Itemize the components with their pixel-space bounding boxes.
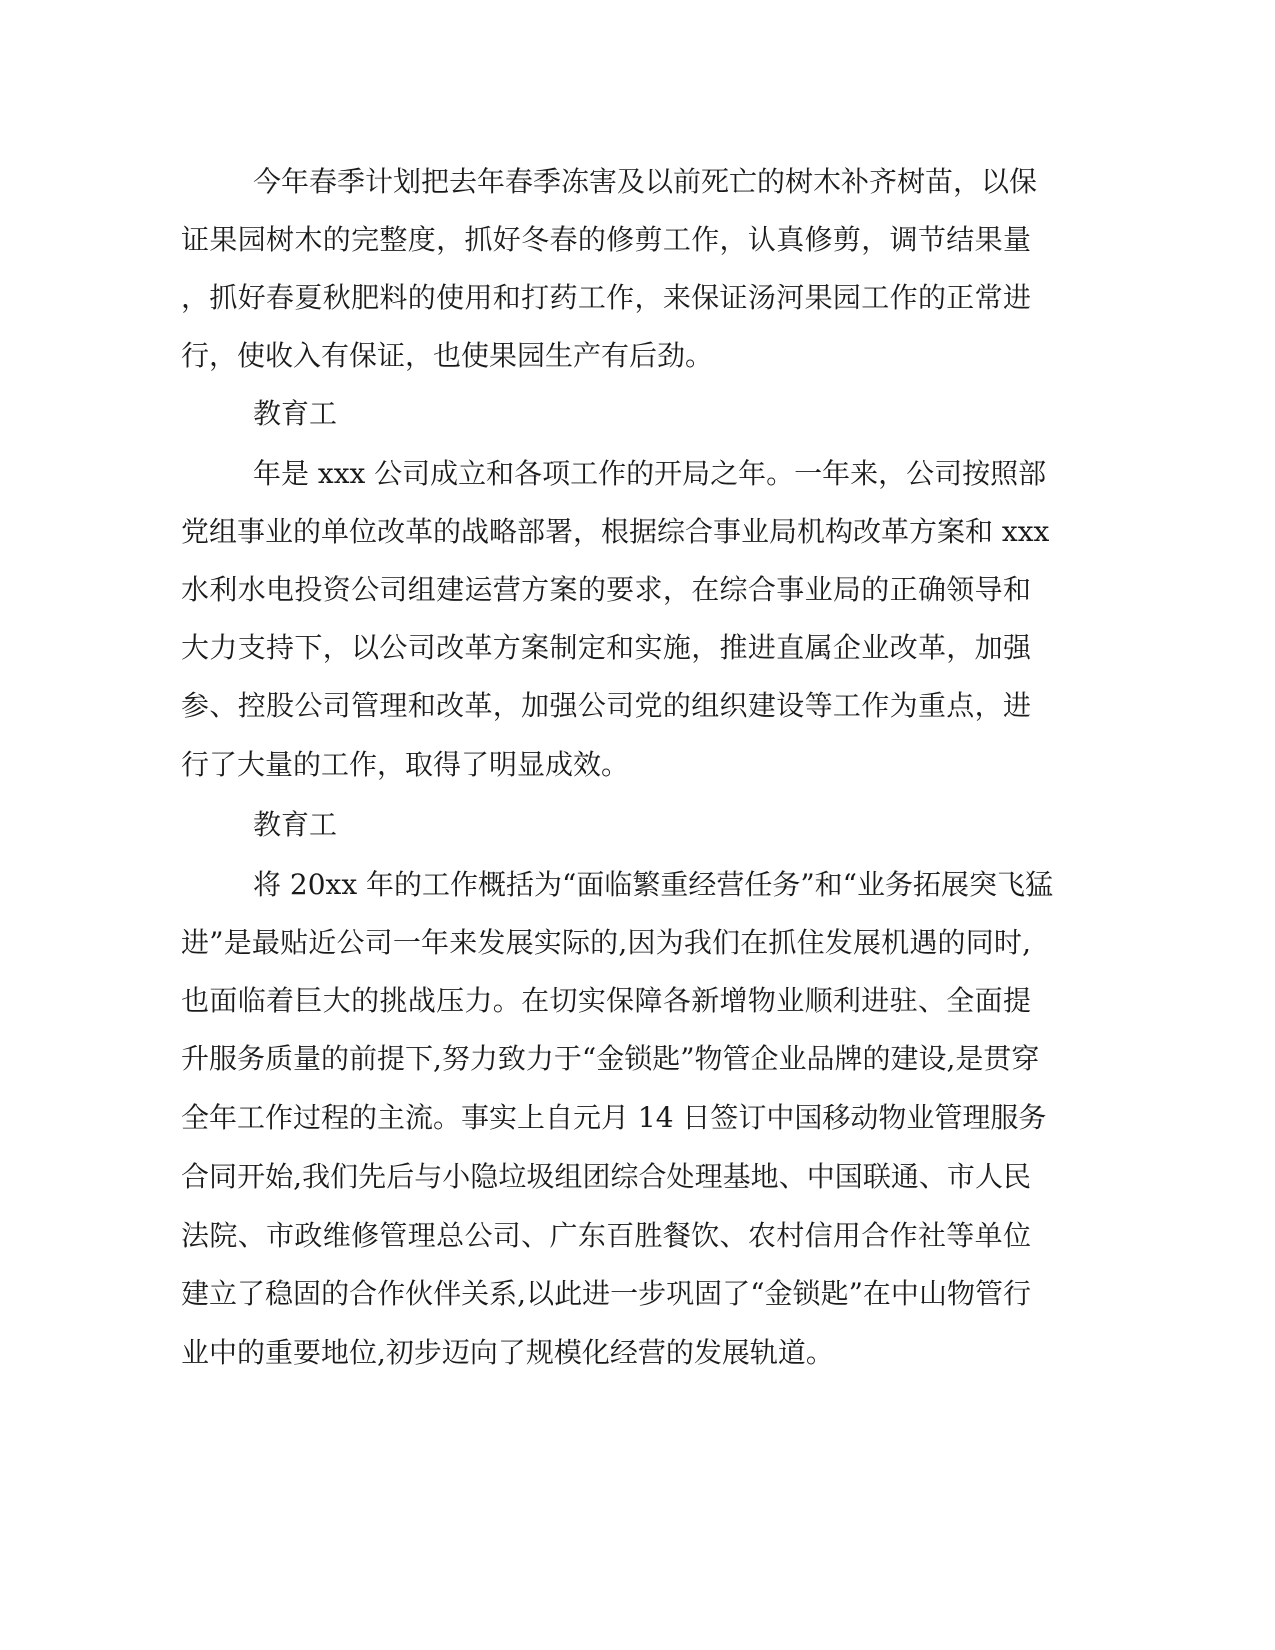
paragraph-2-line-4: 大力支持下，以公司改革方案制定和实施，推进直属企业改革，加强 [181,631,1031,664]
section-heading-1: 教育工 [253,397,338,430]
paragraph-3-line-1: 将 20xx 年的工作概括为“面临繁重经营任务”和“业务拓展突飞猛 [253,868,1053,901]
paragraph-3-line-9: 业中的重要地位,初步迈向了规模化经营的发展轨道。 [181,1336,834,1369]
paragraph-3-line-8: 建立了稳固的合作伙伴关系,以此进一步巩固了“金锁匙”在中山物管行 [181,1277,1031,1310]
paragraph-3-line-4: 升服务质量的前提下,努力致力于“金锁匙”物管企业品牌的建设,是贯穿 [181,1042,1040,1075]
paragraph-2-line-3: 水利水电投资公司组建运营方案的要求，在综合事业局的正确领导和 [181,573,1031,606]
section-heading-2: 教育工 [253,808,338,841]
paragraph-2-line-2: 党组事业的单位改革的战略部署，根据综合事业局机构改革方案和 xxx [181,515,1050,548]
paragraph-1-line-4: 行，使收入有保证，也使果园生产有后劲。 [181,339,714,372]
paragraph-1-line-1: 今年春季计划把去年春季冻害及以前死亡的树木补齐树苗，以保 [253,165,1038,198]
paragraph-2-line-6: 行了大量的工作，取得了明显成效。 [181,748,630,781]
paragraph-2-line-1: 年是 xxx 公司成立和各项工作的开局之年。一年来，公司按照部 [253,457,1047,490]
paragraph-3-line-3: 也面临着巨大的挑战压力。在切实保障各新增物业顺利进驻、全面提 [181,984,1031,1017]
paragraph-3-line-5: 全年工作过程的主流。事实上自元月 14 日签订中国移动物业管理服务 [181,1101,1047,1134]
paragraph-1-line-2: 证果园树木的完整度，抓好冬春的修剪工作，认真修剪，调节结果量 [181,223,1031,256]
paragraph-3-line-2: 进”是最贴近公司一年来发展实际的,因为我们在抓住发展机遇的同时, [181,926,1031,959]
paragraph-3-line-6: 合同开始,我们先后与小隐垃圾组团综合处理基地、中国联通、市人民 [181,1160,1031,1193]
paragraph-1-line-3: ，抓好春夏秋肥料的使用和打药工作，来保证汤河果园工作的正常进 [181,281,1031,314]
paragraph-2-line-5: 参、控股公司管理和改革，加强公司党的组织建设等工作为重点，进 [181,689,1031,722]
paragraph-3-line-7: 法院、市政维修管理总公司、广东百胜餐饮、农村信用合作社等单位 [181,1219,1031,1252]
